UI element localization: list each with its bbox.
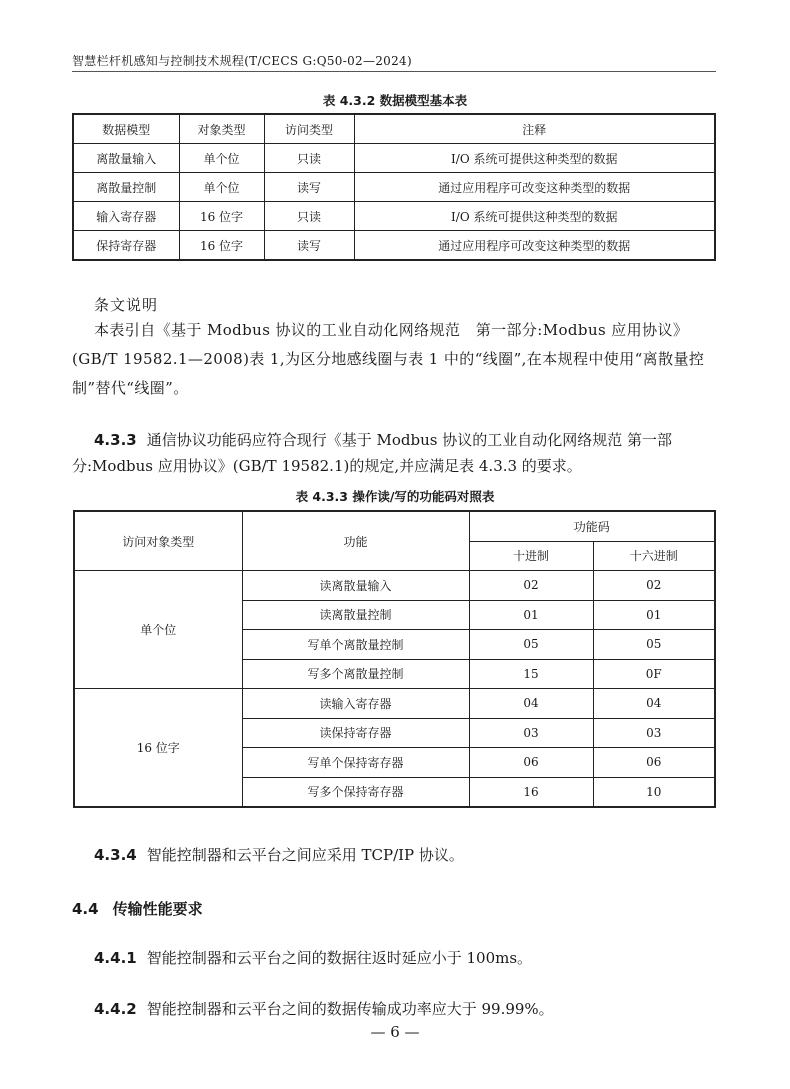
col-header-decimal: 十进制	[469, 541, 593, 571]
cell: 04	[593, 689, 715, 719]
section-heading-4-4	[72, 898, 203, 919]
header-rule	[72, 71, 716, 72]
cell: 写多个离散量控制	[242, 659, 469, 689]
cell: 只读	[264, 144, 354, 173]
function-code-table	[73, 510, 716, 808]
col-header-access-object-type: 访问对象类型	[74, 511, 242, 571]
table-header-row	[74, 511, 715, 541]
col-header-note: 注释	[354, 114, 715, 144]
cell: 离散量控制	[73, 173, 179, 202]
cell: 保持寄存器	[73, 231, 179, 261]
cell: 单个位	[179, 144, 264, 173]
cell: 10	[593, 777, 715, 807]
cell: 读输入寄存器	[242, 689, 469, 719]
cell: 输入寄存器	[73, 202, 179, 231]
cell: 04	[469, 689, 593, 719]
table-row	[73, 144, 715, 173]
cell: 离散量输入	[73, 144, 179, 173]
cell: 读写	[264, 173, 354, 202]
cell: 单个位	[179, 173, 264, 202]
clause-4-3-4	[72, 842, 744, 868]
clause-4-4-2	[72, 996, 744, 1022]
cell: 06	[469, 748, 593, 778]
cell: 只读	[264, 202, 354, 231]
cell: 06	[593, 748, 715, 778]
group-label: 单个位	[74, 571, 242, 689]
data-model-table	[72, 113, 716, 261]
cell: 通过应用程序可改变这种类型的数据	[354, 231, 715, 261]
cell: I/O 系统可提供这种类型的数据	[354, 202, 715, 231]
commentary-body: 本表引自《基于 Modbus 协议的工业自动化网络规范 第一部分:Modbus 应用协议》(GB/T 19582.1—2008)表 1,为区分地感线圈与表 1 中的“线圈”,在本规程中使用“离散量控制”替代“线圈”。	[72, 321, 705, 397]
cell: 读保持寄存器	[242, 718, 469, 748]
cell: 02	[469, 571, 593, 601]
clause-number: 4.3.3	[94, 431, 137, 449]
cell: 01	[469, 600, 593, 630]
cell: 15	[469, 659, 593, 689]
cell: 02	[593, 571, 715, 601]
clause-number: 4.3.4	[94, 846, 137, 864]
commentary-title: 条文说明	[94, 296, 159, 314]
section-title-text: 传输性能要求	[112, 900, 203, 918]
col-header-function: 功能	[242, 511, 469, 571]
clause-number: 4.4.2	[94, 1000, 137, 1018]
table-4-3-3-caption: 表 4.3.3 操作读/写的功能码对照表	[295, 489, 495, 504]
table-row	[74, 571, 715, 601]
running-header: 智慧栏杆机感知与控制技术规程(T/CECS G:Q50-02—2024)	[72, 54, 412, 68]
col-header-access-type: 访问类型	[264, 114, 354, 144]
cell: 0F	[593, 659, 715, 689]
clause-text: 智能控制器和云平台之间的数据传输成功率应大于 99.99%。	[146, 1000, 554, 1018]
clause-4-3-3	[72, 427, 722, 479]
cell: I/O 系统可提供这种类型的数据	[354, 144, 715, 173]
cell: 16 位字	[179, 202, 264, 231]
cell: 读离散量输入	[242, 571, 469, 601]
cell: 05	[593, 630, 715, 660]
cell: 写多个保持寄存器	[242, 777, 469, 807]
col-header-function-code: 功能码	[469, 511, 715, 541]
cell: 写单个离散量控制	[242, 630, 469, 660]
table-row	[73, 173, 715, 202]
table-row	[73, 231, 715, 261]
cell: 读写	[264, 231, 354, 261]
page-number: — 6 —	[370, 1023, 420, 1041]
col-header-data-model: 数据模型	[73, 114, 179, 144]
clause-number: 4.4.1	[94, 949, 137, 967]
cell: 读离散量控制	[242, 600, 469, 630]
cell: 16 位字	[179, 231, 264, 261]
clause-4-4-1	[72, 945, 744, 971]
table-header-row	[73, 114, 715, 144]
clause-text: 智能控制器和云平台之间应采用 TCP/IP 协议。	[146, 846, 464, 864]
table-4-3-2-caption: 表 4.3.2 数据模型基本表	[322, 93, 468, 108]
cell: 05	[469, 630, 593, 660]
cell: 通过应用程序可改变这种类型的数据	[354, 173, 715, 202]
section-number: 4.4	[72, 900, 99, 918]
group-label: 16 位字	[74, 689, 242, 808]
table-row	[74, 689, 715, 719]
cell: 16	[469, 777, 593, 807]
table-row	[73, 202, 715, 231]
clause-text: 智能控制器和云平台之间的数据往返时延应小于 100ms。	[146, 949, 533, 967]
cell: 03	[593, 718, 715, 748]
col-header-object-type: 对象类型	[179, 114, 264, 144]
cell: 写单个保持寄存器	[242, 748, 469, 778]
clause-text: 通信协议功能码应符合现行《基于 Modbus 协议的工业自动化网络规范 第一部分:Modbus 应用协议》(GB/T 19582.1)的规定,并应满足表 4.3.3 的要求。	[72, 431, 672, 475]
cell: 01	[593, 600, 715, 630]
col-header-hex: 十六进制	[593, 541, 715, 571]
cell: 03	[469, 718, 593, 748]
